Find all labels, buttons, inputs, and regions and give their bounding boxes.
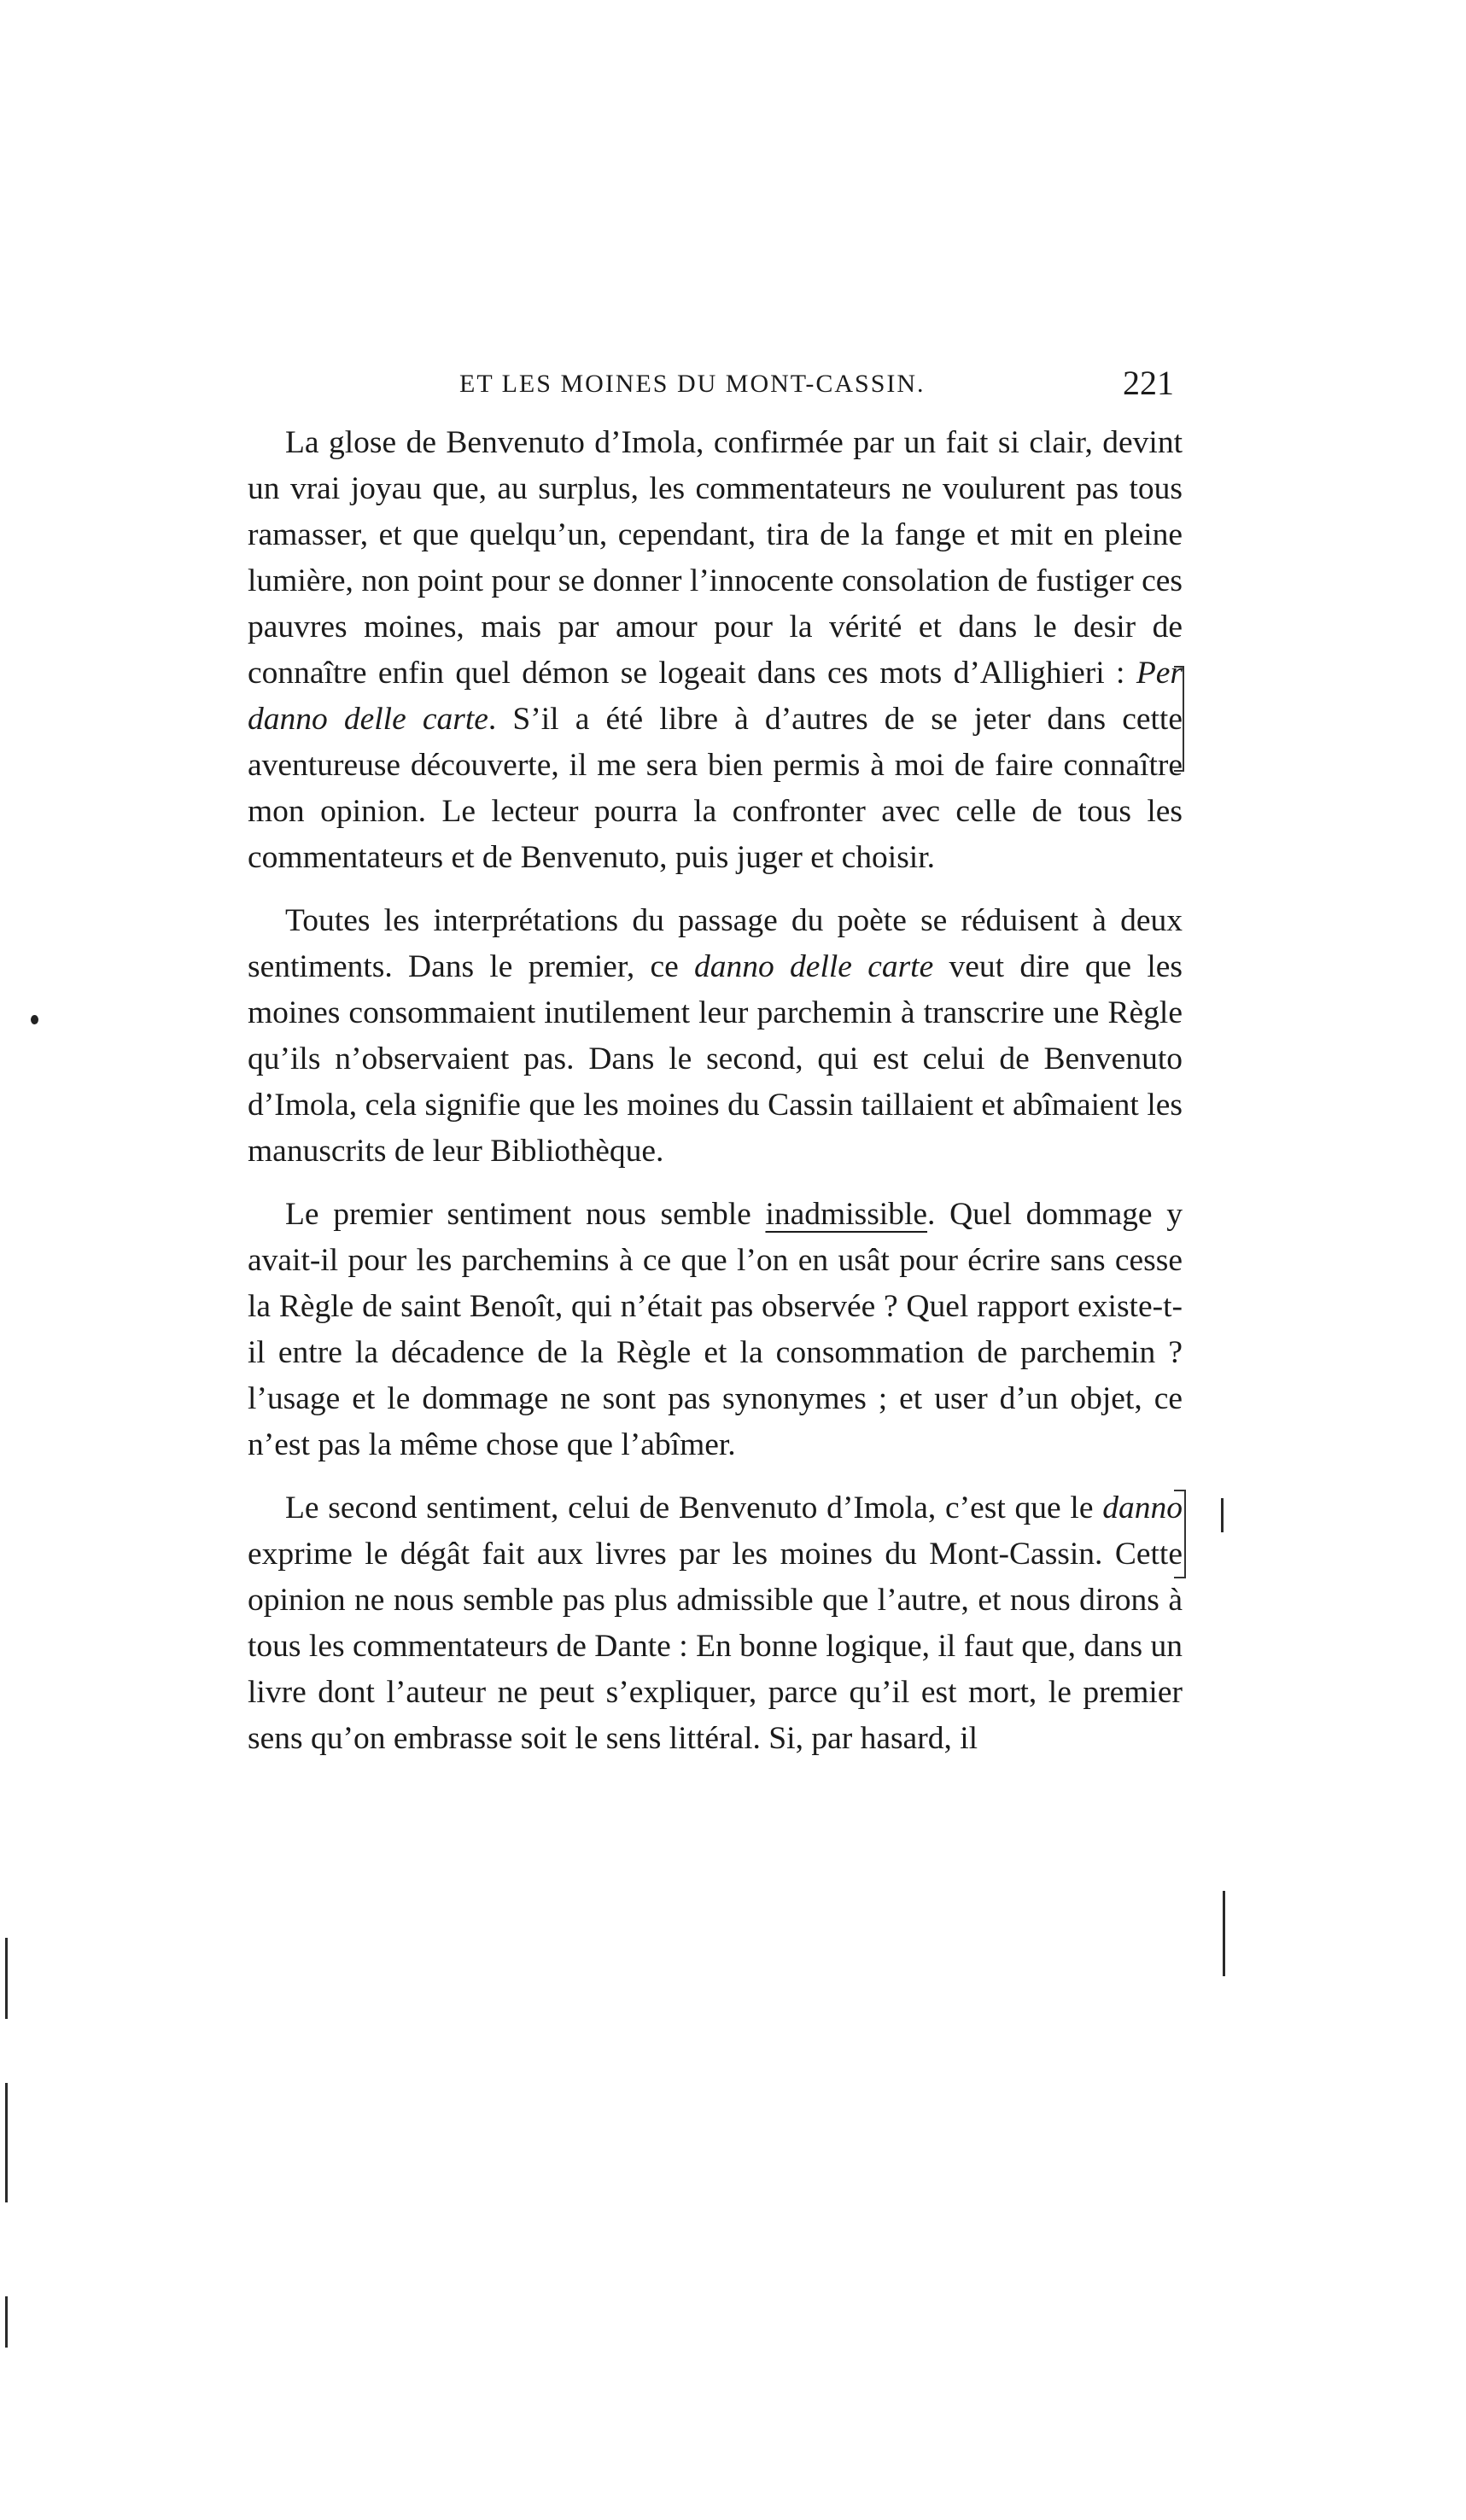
- paragraph-4: Le second sentiment, celui de Benvenuto d’Imola, c’est que le danno exprime le dégât fait aux livres par les moines du Mont-Cassin. Cette opinion ne nous semble pas plus admissible que l’autre, et nous dirons à tous les commentateurs de Dante : En bonne logique, il faut que, dans un livre dont l’auteur ne peut s’expliquer, parce qu’il est mort, le premier sens qu’on embrasse soit le sens littéral. Si, par hasard, il: [248, 1490, 1183, 1756]
- margin-pencil-mark-5: [5, 2296, 8, 2348]
- page-number: 221: [1123, 364, 1174, 402]
- margin-bracket-1: [1174, 666, 1184, 772]
- margin-pencil-mark-2: [1223, 1891, 1225, 1976]
- running-title: ET LES MOINES DU MONT-CASSIN.: [459, 370, 926, 398]
- underlined-word: inadmissible: [765, 1197, 928, 1232]
- margin-pencil-mark-1: [1221, 1498, 1224, 1532]
- paragraph-1: La glose de Benvenuto d’Imola, confirmée par un fait si clair, devint un vrai joyau que, au surplus, les commentateurs ne voulurent pas tous ramasser, et que quelqu’un, cependant, tira de la fange et mit en pleine lumière, non point pour se donner l’innocente consolation de fustiger ces pauvres moines, mais par amour pour la vérité et dans le desir de connaître enfin quel démon se logeait dans ces mots d’Allighieri : Per danno delle carte. S’il a été libre à d’autres de se jeter dans cette aventureuse découverte, il me sera bien permis à moi de faire connaître mon opinion. Le lecteur pourra la confronter avec celle de tous les commentateurs et de Benvenuto, puis juger et choisir.: [248, 425, 1183, 875]
- paragraph-2: Toutes les interprétations du passage du poète se réduisent à deux sentiments. Dans le premier, ce danno delle carte veut dire que les moines consommaient inutilement leur parchemin à transcrire une Règle qu’ils n’observaient pas. Dans le second, qui est celui de Benvenuto d’Imola, cela signifie que les moines du Cassin taillaient et abîmaient les manuscrits de leur Bibliothèque.: [248, 903, 1183, 1169]
- margin-bracket-2: [1174, 1490, 1186, 1578]
- italic-quote: Per danno delle carte: [248, 656, 1183, 737]
- body-text: [248, 420, 1183, 1762]
- italic-phrase: danno delle carte: [694, 949, 934, 984]
- margin-pencil-mark-3: [5, 1938, 8, 2019]
- margin-pencil-mark-4: [5, 2083, 8, 2202]
- paragraph-3: Le premier sentiment nous semble inadmissible. Quel dommage y avait-il pour les parchemins à ce que l’on en usât pour écrire sans cesse la Règle de saint Benoît, qui n’était pas observée ? Quel rapport existe-t-il entre la décadence de la Règle et la consommation de parchemin ? l’usage et le dommage ne sont pas synonymes ; et user d’un objet, ce n’est pas la même chose que l’abîmer.: [248, 1197, 1183, 1462]
- italic-word: danno: [1102, 1490, 1183, 1525]
- page-header: [248, 363, 1183, 414]
- margin-dot: [31, 1015, 38, 1024]
